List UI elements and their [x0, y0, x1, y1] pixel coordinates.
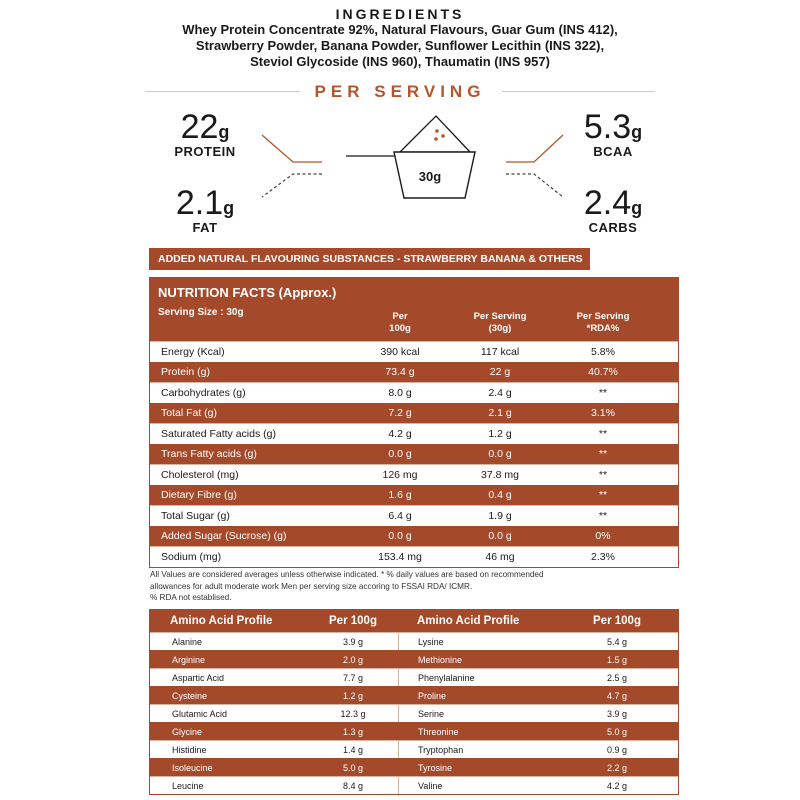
- amino-row: [150, 776, 678, 794]
- col-header-line: *RDA%: [586, 323, 620, 334]
- value-per100: 73.4 g: [385, 366, 415, 379]
- amino-value: 12.3 g: [340, 708, 366, 719]
- ingredients-line: Steviol Glycoside (INS 960), Thaumatin (INS 957): [250, 54, 550, 69]
- fat-label: FAT: [192, 220, 218, 235]
- value-rda: 40.7%: [588, 366, 618, 379]
- nutrition-row: [150, 341, 678, 362]
- amino-body: [150, 632, 678, 794]
- nutrient-name: Energy (Kcal): [161, 345, 225, 358]
- amino-name: Glycine: [172, 726, 203, 737]
- nutrition-row: [150, 362, 678, 383]
- powder-heap-icon: [400, 116, 470, 152]
- amino-name: Leucine: [172, 780, 204, 791]
- value-serving: 2.4 g: [488, 386, 512, 399]
- nutrition-row: [150, 546, 678, 567]
- col-header-line: Per Serving: [576, 311, 630, 322]
- value-serving: 37.8 mg: [481, 468, 519, 481]
- amino-value: 2.2 g: [606, 762, 628, 773]
- amino-value: 3.9 g: [342, 636, 364, 647]
- carbs-unit: g: [631, 198, 643, 218]
- value-serving: 0.4 g: [488, 489, 512, 502]
- value-rda: 0%: [595, 530, 611, 543]
- amino-value: 4.7 g: [606, 690, 628, 701]
- amino-header-value: Per 100g: [329, 615, 377, 627]
- col-header-serving: [450, 311, 550, 335]
- serving-size: Serving Size : 30g: [158, 307, 244, 318]
- value-serving: 117 kcal: [480, 345, 520, 358]
- connector-carbs: [506, 174, 563, 197]
- carbs-label: CARBS: [588, 220, 638, 235]
- nutrition-row: [150, 485, 678, 506]
- value-serving: 2.1 g: [488, 407, 512, 420]
- bcaa-value: 5.3: [583, 108, 632, 146]
- col-header-line: (30g): [488, 323, 512, 334]
- col-header-line: 100g: [389, 323, 411, 334]
- amino-value: 4.2 g: [606, 780, 628, 791]
- amino-row: [150, 686, 678, 704]
- nutrition-row: [150, 464, 678, 485]
- amino-name: Lysine: [398, 633, 556, 650]
- value-rda: **: [598, 448, 608, 461]
- col-header-per100: [350, 311, 450, 335]
- amino-name: Phenylalanine: [398, 669, 556, 686]
- value-per100: 1.6 g: [388, 489, 412, 502]
- protein-label: PROTEIN: [174, 144, 236, 159]
- amino-row: [150, 758, 678, 776]
- value-per100: 7.2 g: [388, 407, 412, 420]
- value-serving: 1.2 g: [488, 427, 512, 440]
- footnote-line: % RDA not establised.: [150, 593, 232, 602]
- footnote-line: allowances for adult moderate work Men per serving size accoring to FSSAI RDA/ ICMR.: [150, 581, 473, 591]
- amino-name: Cysteine: [172, 690, 208, 701]
- ingredients-title: INGREDIENTS: [335, 6, 465, 22]
- amino-name: Glutamic Acid: [172, 708, 228, 719]
- nutrient-name: Added Sugar (Sucrose) (g): [161, 530, 287, 543]
- connector-fat: [262, 174, 322, 197]
- value-serving: 0.0 g: [488, 448, 512, 461]
- value-per100: 390 kcal: [380, 345, 420, 358]
- nutrition-row: [150, 444, 678, 465]
- amino-value: 0.9 g: [606, 744, 628, 755]
- protein-value: 22: [180, 108, 219, 146]
- nutrition-header: [150, 278, 678, 341]
- amino-value: 1.3 g: [342, 726, 364, 737]
- nutrient-name: Trans Fatty acids (g): [161, 448, 257, 461]
- value-per100: 126 mg: [382, 468, 418, 481]
- nutrient-name: Total Fat (g): [161, 407, 218, 420]
- amino-row: [150, 740, 678, 758]
- amino-value: 1.2 g: [342, 690, 364, 701]
- nutrient-name: Dietary Fibre (g): [161, 489, 237, 502]
- value-per100: 6.4 g: [388, 509, 412, 522]
- amino-value: 2.5 g: [606, 672, 628, 683]
- amino-value: 8.4 g: [342, 780, 364, 791]
- value-rda: **: [598, 427, 608, 440]
- amino-row: [150, 650, 678, 668]
- amino-header-name: Amino Acid Profile: [417, 615, 520, 627]
- amino-name: Tryptophan: [398, 741, 556, 758]
- amino-value: 5.4 g: [606, 636, 628, 647]
- value-serving: 46 mg: [485, 550, 515, 563]
- value-rda: 2.3%: [591, 550, 615, 563]
- nutrition-body: [150, 341, 678, 567]
- amino-row: [150, 704, 678, 722]
- value-rda: **: [598, 468, 608, 481]
- nutrient-name: Carbohydrates (g): [161, 386, 246, 399]
- amino-value: 2.0 g: [342, 654, 364, 665]
- connector-bcaa: [506, 135, 563, 162]
- amino-name: Serine: [398, 705, 556, 722]
- nutrient-name: Sodium (mg): [161, 550, 222, 563]
- amino-value: 7.7 g: [342, 672, 364, 683]
- nutrition-row: [150, 423, 678, 444]
- nutrition-row: [150, 403, 678, 424]
- amino-value: 5.0 g: [606, 726, 628, 737]
- protein-unit: g: [218, 122, 230, 142]
- nutrition-row: [150, 526, 678, 547]
- amino-acid-table: [149, 609, 679, 795]
- amino-name: Proline: [398, 687, 556, 704]
- footnote: [150, 569, 610, 604]
- amino-name: Methionine: [398, 651, 556, 668]
- fat-unit: g: [223, 198, 235, 218]
- amino-name: Isoleucine: [172, 762, 213, 773]
- amino-value: 1.4 g: [342, 744, 364, 755]
- nutrient-name: Protein (g): [161, 366, 211, 379]
- value-per100: 153.4 mg: [378, 550, 422, 563]
- amino-row: [150, 668, 678, 686]
- col-header-rda: [553, 311, 653, 335]
- amino-name: Tyrosine: [398, 759, 556, 776]
- value-per100: 0.0 g: [388, 530, 412, 543]
- nutrition-title: NUTRITION FACTS (Approx.): [158, 285, 337, 300]
- nutrient-name: Total Sugar (g): [161, 509, 230, 522]
- powder-dot: [434, 137, 438, 141]
- ingredients-line: Strawberry Powder, Banana Powder, Sunflower Lecithin (INS 322),: [195, 38, 605, 53]
- amino-name: Alanine: [172, 636, 203, 647]
- value-per100: 0.0 g: [388, 448, 412, 461]
- scoop-weight-label: 30g: [418, 169, 442, 184]
- amino-value: 3.9 g: [606, 708, 628, 719]
- nutrition-facts-table: [149, 277, 679, 568]
- col-header-line: Per Serving: [473, 311, 527, 322]
- amino-name: Threonine: [398, 723, 556, 740]
- nutrition-row: [150, 382, 678, 403]
- nutrient-name: Cholesterol (mg): [161, 468, 239, 481]
- col-header-line: Per: [392, 311, 408, 322]
- nutrient-name: Saturated Fatty acids (g): [161, 427, 276, 440]
- amino-header: [150, 610, 678, 632]
- value-serving: 22 g: [489, 366, 511, 379]
- value-per100: 8.0 g: [388, 386, 412, 399]
- connector-protein: [262, 135, 322, 162]
- amino-header-name: Amino Acid Profile: [170, 615, 273, 627]
- value-serving: 0.0 g: [488, 530, 512, 543]
- value-rda: **: [598, 489, 608, 502]
- amino-name: Histidine: [172, 744, 207, 755]
- footnote-line: All Values are considered averages unless otherwise indicated. * % daily values are based on recommended: [150, 570, 544, 579]
- ingredients-line: Whey Protein Concentrate 92%, Natural Flavours, Guar Gum (INS 412),: [182, 22, 618, 37]
- bcaa-unit: g: [631, 122, 643, 142]
- fat-value: 2.1: [175, 184, 224, 222]
- scoop-illustration: [0, 0, 800, 260]
- bcaa-label: BCAA: [593, 144, 633, 159]
- amino-name: Aspartic Acid: [172, 672, 225, 683]
- amino-value: 1.5 g: [606, 654, 628, 665]
- amino-name: Valine: [398, 777, 556, 794]
- value-rda: 3.1%: [591, 407, 615, 420]
- per-serving-title: PER SERVING: [314, 82, 486, 101]
- value-rda: **: [598, 509, 608, 522]
- powder-dot: [435, 129, 439, 133]
- value-per100: 4.2 g: [388, 427, 412, 440]
- amino-header-value: Per 100g: [593, 615, 641, 627]
- amino-value: 5.0 g: [342, 762, 364, 773]
- flavour-banner: ADDED NATURAL FLAVOURING SUBSTANCES - STRAWBERRY BANANA & OTHERS: [149, 248, 590, 270]
- value-rda: **: [598, 386, 608, 399]
- carbs-value: 2.4: [583, 184, 632, 222]
- powder-dot: [441, 134, 445, 138]
- amino-row: [150, 632, 678, 650]
- amino-name: Arginine: [172, 654, 206, 665]
- amino-row: [150, 722, 678, 740]
- value-rda: 5.8%: [591, 345, 615, 358]
- nutrition-row: [150, 505, 678, 526]
- value-serving: 1.9 g: [488, 509, 512, 522]
